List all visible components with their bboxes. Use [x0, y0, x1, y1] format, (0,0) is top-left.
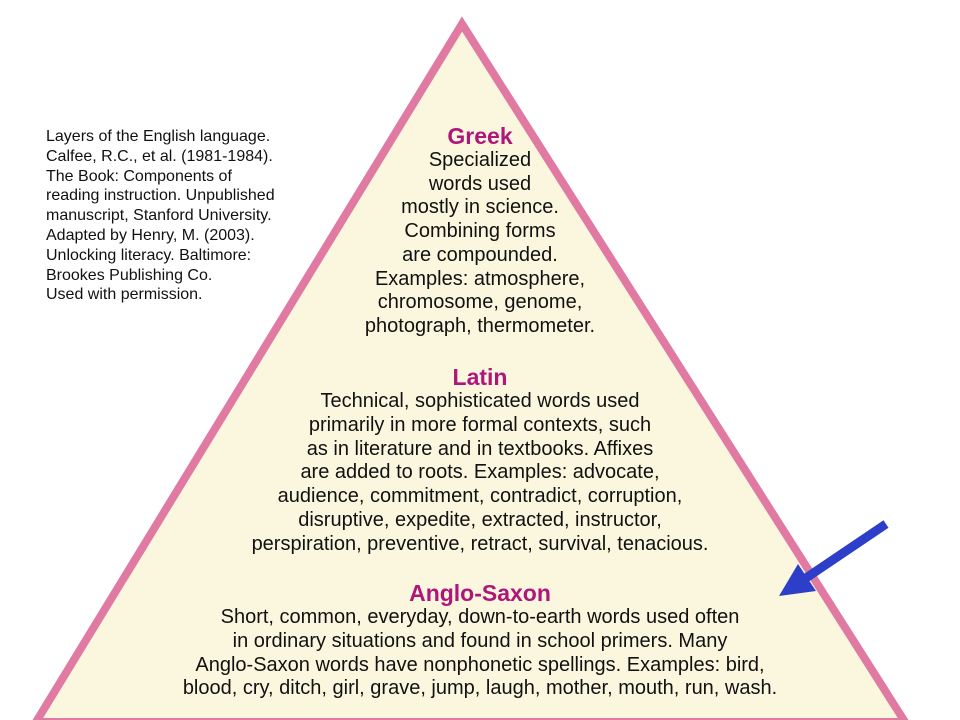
citation-line: Layers of the English language.	[46, 128, 271, 145]
latin-layer-line: audience, commitment, contradict, corruption,	[277, 485, 683, 508]
greek-layer-line: are compounded.	[402, 243, 558, 266]
greek-layer-title: Greek	[447, 123, 513, 149]
anglo-saxon-layer-line: in ordinary situations and found in school primers. Many	[232, 629, 728, 652]
citation-line: Unlocking literacy. Baltimore:	[46, 246, 252, 264]
anglo-saxon-layer-line: Short, common, everyday, down-to-earth words used often	[220, 606, 740, 628]
anglo-saxon-layer-line: Anglo-Saxon words have nonphonetic spellings. Examples: bird,	[195, 653, 765, 676]
citation-line: Brookes Publishing Co.	[46, 266, 213, 284]
greek-layer-line: words used	[428, 172, 532, 195]
latin-layer-line: as in literature and in textbooks. Affixes	[306, 437, 654, 460]
latin-layer-line: are added to roots. Examples: advocate,	[300, 461, 660, 484]
anglo-saxon-layer	[0, 580, 960, 701]
greek-layer-line: Examples: atmosphere,	[374, 267, 586, 290]
citation-line: The Book: Components of	[46, 167, 232, 185]
citation-line: Used with permission.	[46, 286, 203, 304]
latin-layer	[0, 364, 960, 557]
greek-layer-line: chromosome, genome,	[377, 291, 583, 314]
anglo-saxon-layer-line: blood, cry, ditch, girl, grave, jump, laugh, mother, mouth, run, wash.	[182, 677, 778, 700]
latin-layer-title: Latin	[452, 364, 508, 390]
greek-layer-line: Combining forms	[404, 220, 556, 243]
greek-layer	[0, 123, 960, 339]
latin-layer-line: perspiration, preventive, retract, survival, tenacious.	[251, 532, 709, 555]
greek-layer-line: photograph, thermometer.	[364, 314, 596, 337]
latin-layer-line: disruptive, expedite, extracted, instructor,	[298, 508, 662, 531]
latin-layer-line: primarily in more formal contexts, such	[308, 413, 652, 436]
citation-line: reading instruction. Unpublished	[46, 187, 275, 205]
citation-line: Calfee, R.C., et al. (1981-1984).	[46, 147, 273, 165]
anglo-saxon-layer-title: Anglo-Saxon	[409, 580, 551, 606]
greek-layer-line: Specialized	[428, 149, 532, 171]
citation-line: manuscript, Stanford University.	[46, 207, 272, 225]
greek-layer-line: mostly in science.	[401, 196, 559, 219]
citation-line: Adapted by Henry, M. (2003).	[46, 226, 255, 244]
latin-layer-line: Technical, sophisticated words used	[320, 390, 640, 412]
